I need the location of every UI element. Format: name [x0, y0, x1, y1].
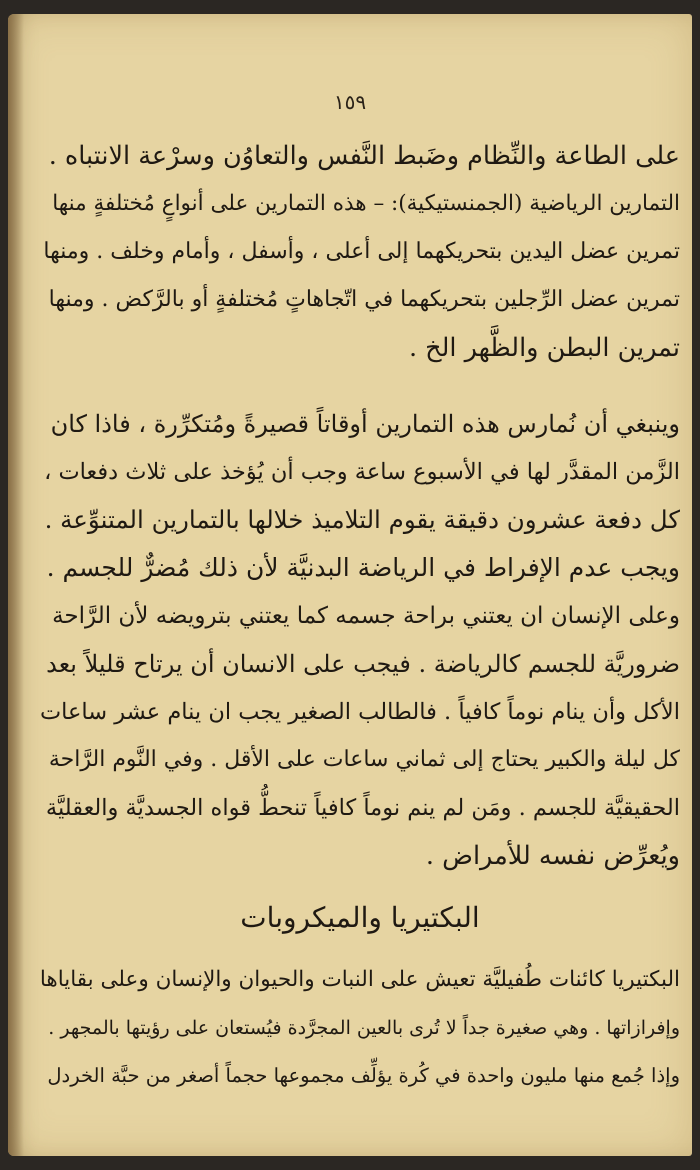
text-line: تمرين عضل الرِّجلين بتحريكهما في اتّجاهاتٍ مُختلفةٍ أو بالرَّكض . ومنها	[48, 287, 680, 312]
text-line: الزَّمن المقدَّر لها في الأسبوع ساعة وجب أن يُؤخذ على ثلاث دفعات ،	[44, 459, 680, 485]
text-line: كل دفعة عشرون دقيقة يقوم التلاميذ خلالها بالتمارين المتنوِّعة .	[44, 505, 680, 534]
text-line: ضروريَّة للجسم كالرياضة . فيجب على الانسان أن يرتاح قليلاً بعد	[46, 650, 680, 678]
section-heading: البكتيريا والميكروبات	[240, 901, 480, 934]
text-line: وعلى الإنسان ان يعتني براحة جسمه كما يعتني بترويضه لأن الرَّاحة	[52, 603, 680, 629]
text-line: الأكل وأن ينام نوماً كافياً . فالطالب الصغير يجب ان ينام عشر ساعات	[40, 699, 680, 725]
page-number: ١٥٩	[333, 90, 367, 114]
text-line: كل ليلة والكبير يحتاج إلى ثماني ساعات على الأقل . وفي النَّوم الرَّاحة	[48, 747, 680, 772]
text-line: ويُعرِّض نفسه للأمراض .	[425, 841, 680, 871]
paragraph-gap	[40, 372, 680, 400]
text-line: البكتيريا كائنات طُفيليَّة تعيش على النبات والحيوان والإنسان وعلى بقاياها	[40, 967, 680, 992]
text-line: وإفرازاتها . وهي صغيرة جداً لا تُرى بالعين المجرَّدة فيُستعان على رؤيتها بالمجهر .	[48, 1017, 680, 1039]
text-line: وإذا جُمع منها مليون واحدة في كُرة يؤلِّف مجموعها حجماً أصغر من حبَّة الخردل	[47, 1064, 680, 1087]
body-text	[40, 132, 680, 1100]
text-line: تمرين البطن والظَّهر الخ .	[408, 333, 680, 363]
page-gutter-shadow	[8, 14, 24, 1156]
text-line: وينبغي أن نُمارس هذه التمارين أوقاتاً قصيرةً ومُتكرِّرة ، فاذا كان	[50, 410, 680, 438]
text-line: ويجب عدم الإفراط في الرياضة البدنيَّة لأن ذلك مُضرٌّ للجسم .	[46, 553, 680, 582]
text-line: على الطاعة والنِّظام وضَبط النَّفس والتعاوُن وسرْعة الانتباه .	[48, 141, 680, 171]
exercise-heading-line: التمارين الرياضية (الجمنستيكية): – هذه التمارين على أنواعٍ مُختلفةٍ منها	[52, 191, 680, 216]
text-line: تمرين عضل اليدين بتحريكهما إلى أعلى ، وأسفل ، وأمام وخلف . ومنها	[43, 239, 680, 264]
text-line: الحقيقيَّة للجسم . ومَن لم ينم نوماً كافياً تنحطُّ قواه الجسديَّة والعقليَّة	[45, 795, 680, 821]
